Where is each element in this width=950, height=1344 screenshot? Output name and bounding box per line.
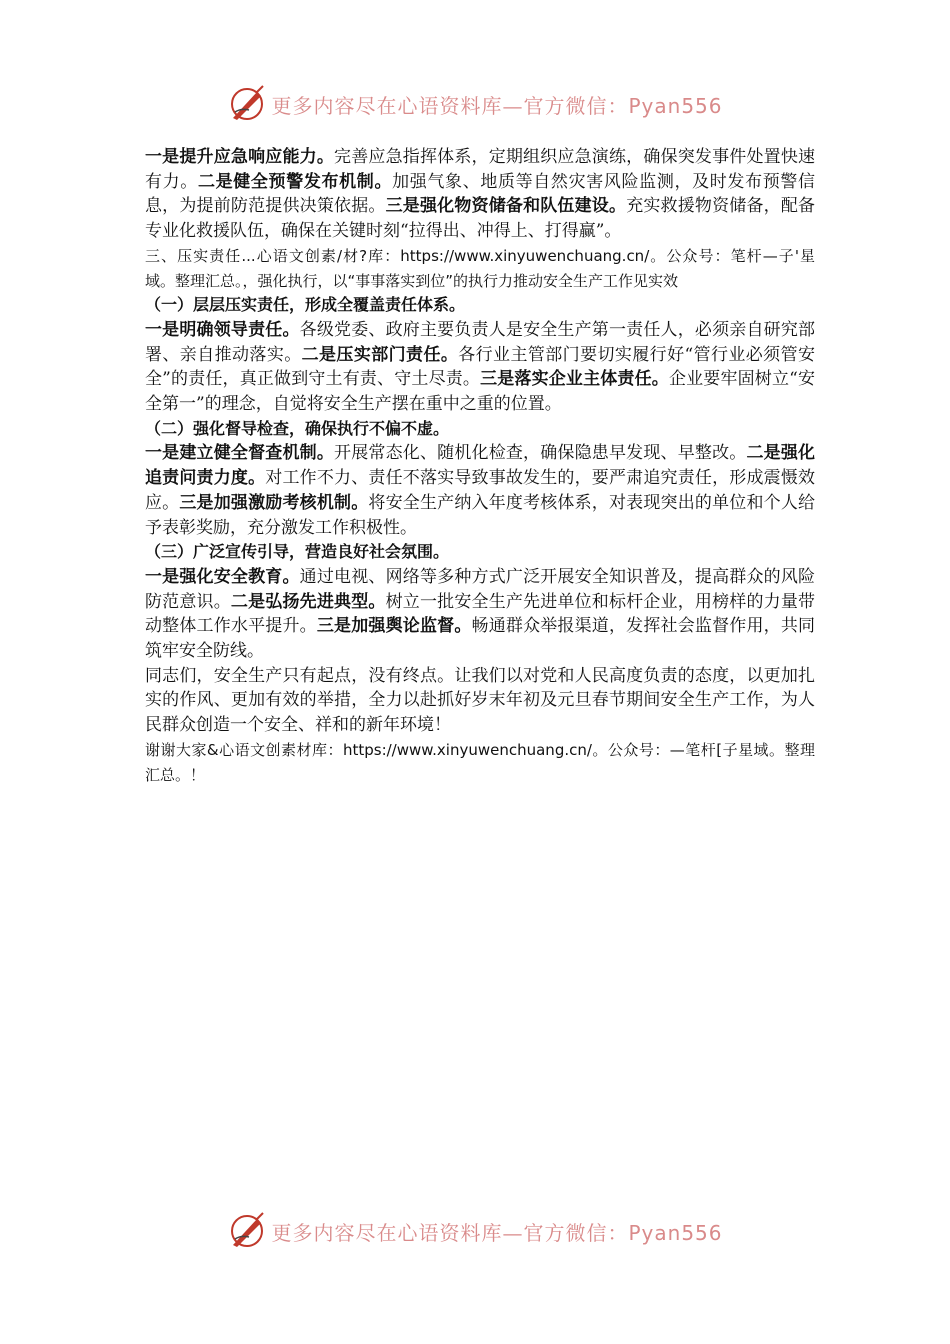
quill-pen-logo-icon [227, 84, 267, 124]
bold-lead-phrase: 一是明确领导责任。 [145, 319, 300, 340]
paragraph-text: 对工作不力、责任不落实导致事故发生的，要严肃追究责任，形成震慑效应。 [145, 468, 816, 513]
bold-lead-phrase: 三是落实企业主体责任。 [480, 369, 669, 390]
paragraph [145, 244, 815, 293]
header-watermark-banner [0, 82, 950, 126]
bold-lead-phrase: 二是强化追责问责力度。 [145, 443, 816, 489]
paragraph [145, 441, 815, 540]
paragraph-text: 开展常态化、随机化检查，确保隐患早发现、早整改。 [334, 443, 747, 464]
bold-lead-phrase: 二是弘扬先进典型。 [230, 591, 386, 612]
bold-lead-phrase: 三是加强激励考核机制。 [179, 492, 369, 513]
bold-lead-phrase: 三是强化物资储备和队伍建设。 [385, 196, 627, 217]
paragraph [145, 738, 815, 787]
quill-pen-logo-icon [227, 1211, 267, 1251]
section-heading [145, 540, 815, 565]
paragraph [145, 664, 815, 738]
paragraph-text: 加强气象、地质等自然灾害风险监测，及时发布预警信息，为提前防范提供决策依据。 [145, 171, 816, 217]
document-body [145, 145, 815, 787]
footer-watermark-banner [0, 1209, 950, 1253]
paragraph-text: 各级党委、政府主要负责人是安全生产第一责任人，必须亲自研究部署、亲自推动落实。 [145, 319, 816, 365]
paragraph-text: 谢谢大家&心语文创素材库：https://www.xinyuwenchuang.cn/。公众号：—笔杆[子星域。整理汇总。！ [145, 740, 815, 784]
paragraph [145, 565, 815, 664]
bold-lead-phrase: 二是健全预警发布机制。 [197, 171, 393, 192]
paragraph [145, 145, 815, 244]
paragraph-text: 将安全生产纳入年度考核体系，对表现突出的单位和个人给予表彰奖励，充分激发工作积极性。 [145, 492, 816, 538]
paragraph-text: 各行业主管部门要切实履行好“管行业必须管安全”的责任，真正做到守土有责、守土尽责。 [145, 344, 815, 390]
bold-lead-phrase: 一是提升应急响应能力。 [145, 147, 335, 167]
paragraph [145, 318, 815, 417]
paragraph-text: 充实救援物资储备，配备专业化救援队伍，确保在关键时刻“拉得出、冲得上、打得赢”。 [145, 196, 816, 242]
bold-lead-phrase: （三）广泛宣传引导，营造良好社会氛围。 [145, 542, 450, 562]
banner-text: 更多内容尽在心语资料库—官方微信：Pyan556 [271, 1220, 723, 1245]
paragraph-text: 三、压实责任...心语文创素/材?库：https://www.xinyuwenchuang.cn/。公众号：笔杆—子'星域。整理汇总。，强化执行，以“事事落实到位”的执行力推动安全生产工作见实效 [145, 246, 815, 290]
bold-lead-phrase: 一是强化安全教育。 [145, 566, 300, 587]
section-heading [145, 293, 815, 318]
paragraph-text: 通过电视、网络等多种方式广泛开展安全知识普及，提高群众的风险防范意识。 [145, 566, 816, 612]
paragraph-text: 同志们，安全生产只有起点，没有终点。让我们以对党和人民高度负责的态度，以更加扎实的作风、更加有效的举措，全力以赴抓好岁末年初及元旦春节期间安全生产工作，为人民群众创造一个安全、祥和的新年环境！ [145, 665, 815, 736]
banner-text: 更多内容尽在心语资料库—官方微信：Pyan556 [271, 93, 723, 118]
bold-lead-phrase: （二）强化督导检查，确保执行不偏不虚。 [145, 418, 450, 438]
paragraph-text: 树立一批安全生产先进单位和标杆企业，用榜样的力量带动整体工作水平提升。 [145, 591, 816, 637]
bold-lead-phrase: （一）层层压实责任，形成全覆盖责任体系。 [145, 295, 466, 315]
paragraph-text: 企业要牢固树立“安全第一”的理念，自觉将安全生产摆在重中之重的位置。 [145, 369, 815, 415]
paragraph-text: 畅通群众举报渠道，发挥社会监督作用，共同筑牢安全防线。 [145, 616, 816, 662]
bold-lead-phrase: 一是建立健全督查机制。 [145, 443, 335, 464]
paragraph-text: 完善应急指挥体系，定期组织应急演练，确保突发事件处置快速有力。 [145, 147, 816, 192]
bold-lead-phrase: 三是加强舆论监督。 [316, 616, 472, 637]
bold-lead-phrase: 二是压实部门责任。 [301, 344, 459, 365]
section-heading [145, 417, 815, 442]
